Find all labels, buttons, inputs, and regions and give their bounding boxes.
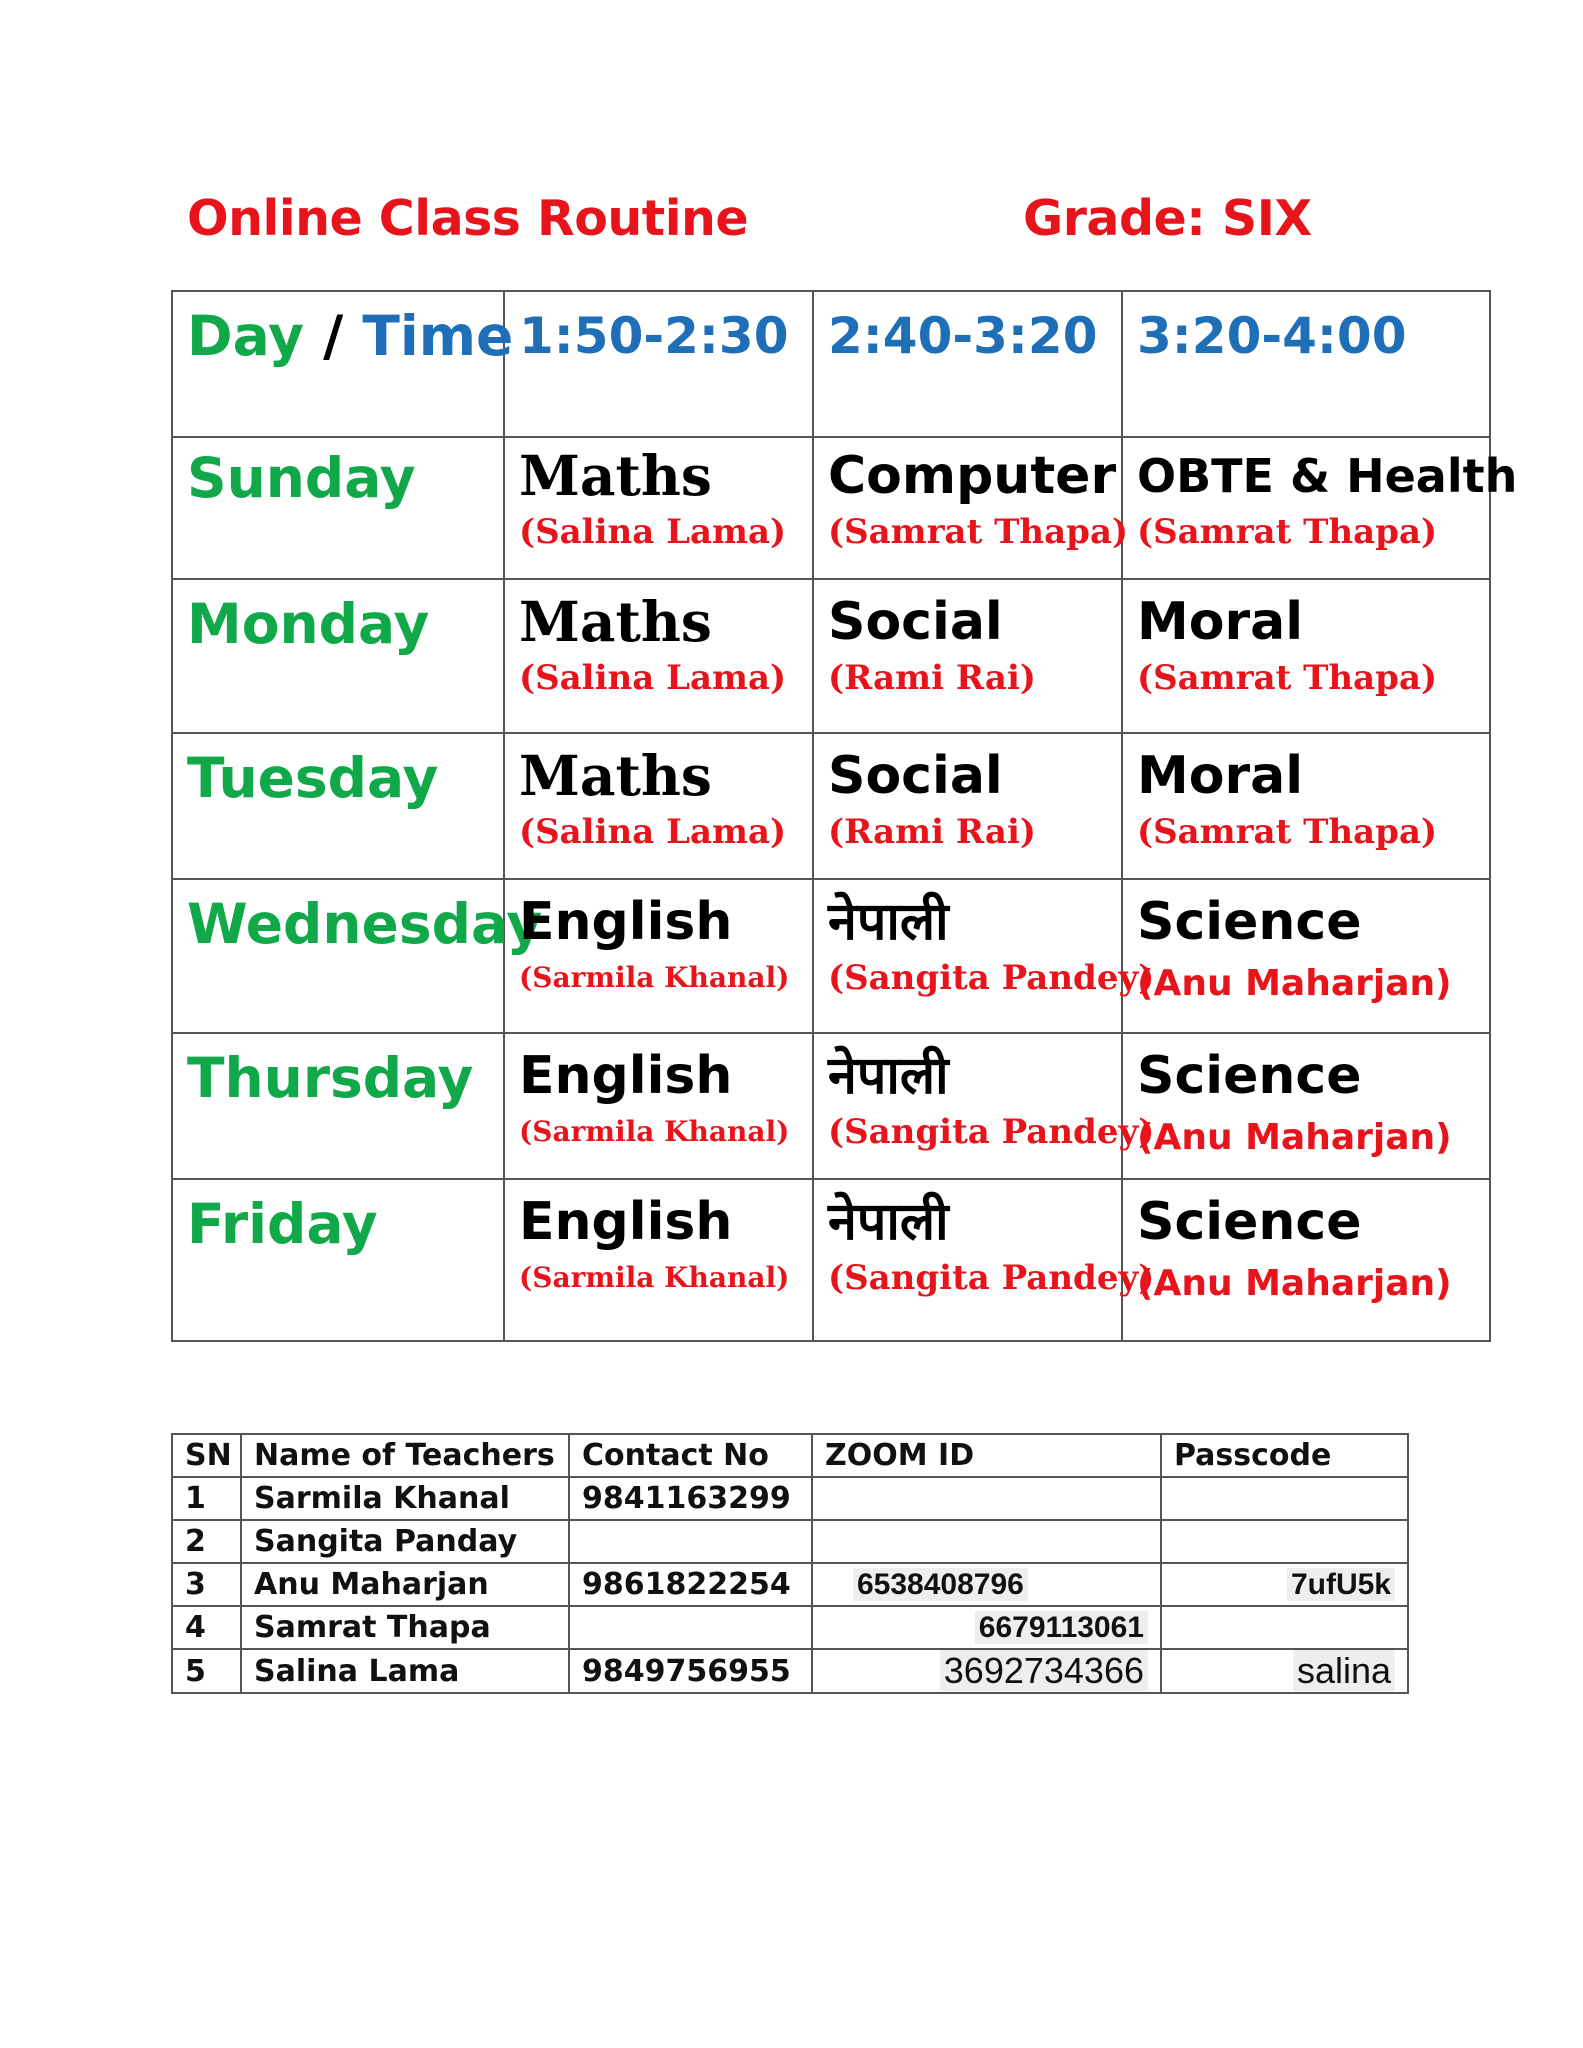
teacher: (Sarmila Khanal) xyxy=(519,1261,790,1294)
class-cell xyxy=(1122,879,1490,1033)
passcode: salina xyxy=(1293,1650,1395,1691)
subject: Social xyxy=(828,746,1003,806)
table-row xyxy=(172,1563,1408,1606)
day-label: Wednesday xyxy=(187,892,543,956)
day-cell xyxy=(172,579,504,733)
passcode-cell xyxy=(1161,1649,1408,1693)
col-header-passcode: Passcode xyxy=(1161,1434,1408,1477)
day-cell xyxy=(172,437,504,579)
teachers-table xyxy=(171,1433,1409,1694)
teacher: (Sarmila Khanal) xyxy=(519,1115,790,1148)
subject: Moral xyxy=(1137,592,1304,652)
class-cell xyxy=(504,733,813,879)
class-cell xyxy=(813,579,1122,733)
teacher: (Samrat Thapa) xyxy=(1137,812,1438,852)
passcode-cell xyxy=(1161,1606,1408,1649)
time-label: 2:40-3:20 xyxy=(828,307,1098,365)
class-cell xyxy=(1122,1179,1490,1341)
class-cell xyxy=(504,879,813,1033)
class-cell xyxy=(813,1179,1155,1341)
routine-row xyxy=(172,733,1490,879)
passcode-cell xyxy=(1161,1563,1408,1606)
subject: Computer xyxy=(828,446,1117,506)
teacher: (Salina Lama) xyxy=(519,512,787,552)
teacher: (Anu Maharjan) xyxy=(1137,1117,1452,1158)
teacher: (Samrat Thapa) xyxy=(1137,658,1438,698)
grade-label: Grade: SIX xyxy=(1023,190,1312,247)
zoom-cell xyxy=(812,1563,1161,1606)
sn-cell: 2 xyxy=(172,1520,241,1563)
subject: नेपाली xyxy=(828,892,949,952)
passcode-cell xyxy=(1161,1477,1408,1520)
day-label: Thursday xyxy=(187,1046,474,1110)
contact-cell: 9861822254 xyxy=(569,1563,812,1606)
name-cell: Salina Lama xyxy=(241,1649,569,1693)
zoom-id: 3692734366 xyxy=(940,1650,1148,1691)
subject: Maths xyxy=(519,443,712,508)
name-cell: Sangita Panday xyxy=(241,1520,569,1563)
teacher: (Rami Rai) xyxy=(828,812,1036,852)
class-cell xyxy=(813,437,1129,579)
time-label: 1:50-2:30 xyxy=(519,307,789,365)
sn-cell: 4 xyxy=(172,1606,241,1649)
time-label: 3:20-4:00 xyxy=(1137,307,1407,365)
name-cell: Sarmila Khanal xyxy=(241,1477,569,1520)
routine-row xyxy=(172,437,1490,579)
subject: नेपाली xyxy=(828,1192,949,1252)
page-title: Online Class Routine xyxy=(187,190,749,247)
subject: Maths xyxy=(519,589,712,654)
day-label: Tuesday xyxy=(187,746,439,810)
contact-cell xyxy=(569,1606,812,1649)
subject: नेपाली xyxy=(828,1046,949,1106)
col-header-zoom: ZOOM ID xyxy=(812,1434,1161,1477)
table-row xyxy=(172,1520,1408,1563)
teachers-header-row xyxy=(172,1434,1408,1477)
class-cell xyxy=(504,437,813,579)
routine-row xyxy=(172,1179,1490,1341)
teacher: (Anu Maharjan) xyxy=(1137,1263,1452,1304)
subject: Maths xyxy=(519,743,712,808)
class-cell xyxy=(504,1033,813,1179)
zoom-cell xyxy=(812,1520,1161,1563)
teacher: (Anu Maharjan) xyxy=(1137,963,1452,1004)
time-slot xyxy=(813,291,1122,437)
passcode: 7ufU5k xyxy=(1287,1568,1395,1601)
teacher: (Sarmila Khanal) xyxy=(519,961,790,994)
contact-cell: 9849756955 xyxy=(569,1649,812,1693)
zoom-cell xyxy=(812,1477,1161,1520)
teacher: (Sangita Pandey) xyxy=(828,1258,1155,1298)
day-cell xyxy=(172,1179,504,1341)
subject: English xyxy=(519,892,733,952)
zoom-id: 6538408796 xyxy=(853,1568,1028,1601)
day-cell xyxy=(172,879,543,1033)
time-slot xyxy=(1122,291,1490,437)
routine-row xyxy=(172,579,1490,733)
day-label: Monday xyxy=(187,592,430,656)
teacher: (Sangita Pandey) xyxy=(828,958,1155,998)
day-cell xyxy=(172,733,504,879)
routine-table xyxy=(171,290,1518,1342)
class-cell xyxy=(1122,579,1490,733)
sn-cell: 1 xyxy=(172,1477,241,1520)
table-row xyxy=(172,1477,1408,1520)
subject: Science xyxy=(1137,1192,1362,1252)
corner-cell xyxy=(172,291,514,437)
subject: English xyxy=(519,1192,733,1252)
time-slot xyxy=(504,291,813,437)
contact-cell xyxy=(569,1520,812,1563)
subject: Social xyxy=(828,592,1003,652)
subject: OBTE & Health xyxy=(1137,449,1518,503)
subject: Moral xyxy=(1137,746,1304,806)
class-cell xyxy=(1122,733,1490,879)
teacher: (Rami Rai) xyxy=(828,658,1036,698)
class-cell xyxy=(504,579,813,733)
routine-row xyxy=(172,1033,1490,1179)
class-cell xyxy=(1122,437,1518,579)
table-row xyxy=(172,1649,1408,1693)
zoom-cell xyxy=(812,1606,1161,1649)
corner-time: Time xyxy=(362,304,514,368)
name-cell: Anu Maharjan xyxy=(241,1563,569,1606)
corner-day: Day xyxy=(187,304,304,368)
corner-slash: / xyxy=(323,304,344,368)
sn-cell: 3 xyxy=(172,1563,241,1606)
class-cell xyxy=(813,733,1122,879)
teacher: (Salina Lama) xyxy=(519,658,787,698)
passcode-cell xyxy=(1161,1520,1408,1563)
teacher: (Salina Lama) xyxy=(519,812,787,852)
contact-cell: 9841163299 xyxy=(569,1477,812,1520)
sn-cell: 5 xyxy=(172,1649,241,1693)
teacher: (Sangita Pandey) xyxy=(828,1112,1155,1152)
teacher: (Samrat Thapa) xyxy=(828,512,1129,552)
subject: Science xyxy=(1137,892,1362,952)
subject: English xyxy=(519,1046,733,1106)
teacher: (Samrat Thapa) xyxy=(1137,512,1438,552)
day-label: Sunday xyxy=(187,446,416,510)
table-row xyxy=(172,1606,1408,1649)
day-label: Friday xyxy=(187,1192,378,1256)
routine-row xyxy=(172,879,1490,1033)
col-header-sn: SN xyxy=(172,1434,241,1477)
routine-header-row xyxy=(172,291,1490,437)
class-cell xyxy=(813,879,1155,1033)
subject: Science xyxy=(1137,1046,1362,1106)
zoom-id: 6679113061 xyxy=(975,1611,1148,1644)
day-cell xyxy=(172,1033,504,1179)
class-cell xyxy=(504,1179,813,1341)
zoom-cell xyxy=(812,1649,1161,1693)
class-cell xyxy=(1122,1033,1490,1179)
class-cell xyxy=(813,1033,1155,1179)
name-cell: Samrat Thapa xyxy=(241,1606,569,1649)
col-header-name: Name of Teachers xyxy=(241,1434,569,1477)
col-header-contact: Contact No xyxy=(569,1434,812,1477)
